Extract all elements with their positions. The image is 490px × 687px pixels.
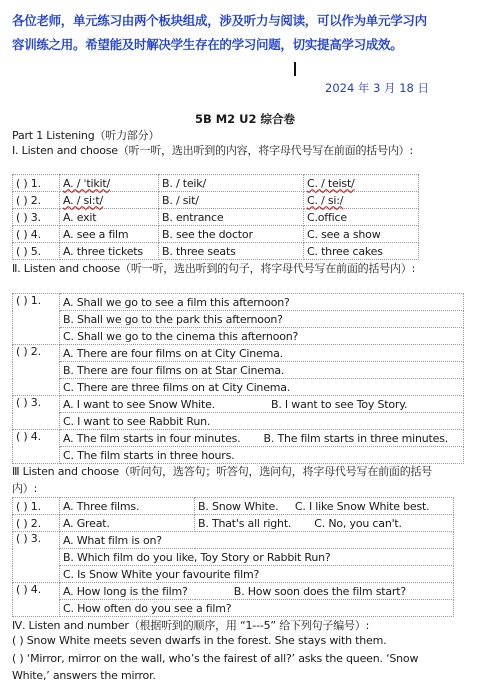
option-c: C. three cakes	[304, 243, 419, 260]
option-c: C.office	[304, 209, 419, 226]
option-line: A. I want to see Snow White. B. I want to see Toy Story.	[60, 396, 464, 413]
notice-line-2: 容训练之用。希望能及时解决学生存在的学习问题，切实提高学习成效。	[12, 37, 403, 52]
option-c: C. / si:/	[304, 192, 419, 209]
answer-blank[interactable]: ( ) 4.	[13, 430, 60, 464]
section2-table	[12, 293, 464, 464]
option-a: A. / ˈtikit/	[60, 175, 159, 192]
answer-blank[interactable]: ( ) 1.	[13, 294, 60, 345]
answer-blank[interactable]: ( ) 2.	[13, 345, 60, 396]
table-row	[13, 175, 419, 192]
option-a: A. / si:t/	[60, 192, 159, 209]
table-row	[13, 583, 454, 600]
option-line: C. Is Snow White your favourite film?	[60, 566, 454, 583]
answer-blank[interactable]: ( ) 2.	[13, 192, 60, 209]
option-b: B. three seats	[159, 243, 304, 260]
table-row	[13, 345, 464, 362]
option-c: C. / teist/	[304, 175, 419, 192]
option-line: C. There are three films on at City Cinema.	[60, 379, 464, 396]
section2-instruction: Ⅱ. Listen and choose（听一听，选出听到的句子，将字母代号写在前面的括号内）:	[12, 262, 416, 275]
section4-instruction: Ⅳ. Listen and number（根据听到的顺序，用 “1---5” 给下列句子编号）:	[12, 619, 370, 632]
answer-blank[interactable]: ( ) 3.	[13, 396, 60, 430]
table-row	[13, 447, 464, 464]
option-line: B. Which film do you like, Toy Story or Rabbit Run?	[60, 549, 454, 566]
table-row	[13, 549, 454, 566]
option-c: C. see a show	[304, 226, 419, 243]
table-row	[13, 498, 454, 515]
option-line: C. I want to see Rabbit Run.	[60, 413, 464, 430]
answer-blank[interactable]: ( ) 1.	[13, 175, 60, 192]
table-row	[13, 226, 419, 243]
table-row	[13, 243, 419, 260]
table-row	[13, 413, 464, 430]
table-row	[13, 311, 464, 328]
option-line: A. There are four films on at City Cinema.	[60, 345, 464, 362]
option-line: C. How often do you see a film?	[60, 600, 454, 617]
notice-line-1: 各位老师，单元练习由两个板块组成，涉及听力与阅读，可以作为单元学习内	[12, 13, 427, 28]
answer-blank[interactable]: ( ) 3.	[13, 209, 60, 226]
table-row	[13, 600, 454, 617]
part1-title: Part 1 Listening（听力部分）	[12, 129, 160, 142]
option-line: A. Shall we go to see a film this afternoon?	[60, 294, 464, 311]
option-a: A. see a film	[60, 226, 159, 243]
option-line: C. The film starts in three hours.	[60, 447, 464, 464]
table-row	[13, 396, 464, 413]
option-line: A. What film is on?	[60, 532, 454, 549]
option-b: B. see the doctor	[159, 226, 304, 243]
table-row	[13, 209, 419, 226]
option-line: B. That's all right. C. No, you can't.	[195, 515, 454, 532]
option-a: A. exit	[60, 209, 159, 226]
section1-table	[12, 174, 419, 260]
answer-blank[interactable]: ( ) 5.	[13, 243, 60, 260]
option-line: A. How long is the film? B. How soon does the film start?	[60, 583, 454, 600]
doc-title: 5B M2 U2 综合卷	[194, 112, 296, 126]
option-a: A. three tickets	[60, 243, 159, 260]
option-line: A. The film starts in four minutes. B. The film starts in three minutes.	[60, 430, 464, 447]
table-row	[13, 362, 464, 379]
table-row	[13, 328, 464, 345]
option-b: B. / teik/	[159, 175, 304, 192]
number-item: ( ) Snow White meets seven dwarfs in the forest. She stays with them.	[12, 634, 387, 647]
option-line: A. Great.	[60, 515, 195, 532]
date: 2024 年 3 月 18 日	[325, 81, 429, 95]
option-b: B. / sit/	[159, 192, 304, 209]
table-row	[13, 192, 419, 209]
answer-blank[interactable]: ( ) 2.	[13, 515, 60, 532]
answer-blank[interactable]: ( ) 1.	[13, 498, 60, 515]
section3-table	[12, 497, 454, 617]
text-cursor	[294, 62, 296, 76]
option-line: B. Snow White. C. I like Snow White best.	[195, 498, 454, 515]
option-line: C. Shall we go to the cinema this afternoon?	[60, 328, 464, 345]
option-line: A. Three films.	[60, 498, 195, 515]
section3-instruction: Ⅲ Listen and choose（听问句，选答句；听答句，选问句，将字母代号写在前面的括号内）:	[12, 465, 433, 495]
option-line: B. There are four films on at Star Cinema.	[60, 362, 464, 379]
table-row	[13, 294, 464, 311]
answer-blank[interactable]: ( ) 4.	[13, 226, 60, 243]
option-b: B. entrance	[159, 209, 304, 226]
table-row	[13, 532, 454, 549]
table-row	[13, 430, 464, 447]
answer-blank[interactable]: ( ) 3.	[13, 532, 60, 583]
number-item: ( ) ‘Mirror, mirror on the wall, who’s the fairest of all?’ asks the queen. ‘Snow White,’ answers the mirror.	[12, 652, 419, 682]
section1-instruction: Ⅰ. Listen and choose（听一听，选出听到的内容，将字母代号写在前面的括号内）:	[12, 144, 413, 157]
answer-blank[interactable]: ( ) 4.	[13, 583, 60, 617]
table-row	[13, 515, 454, 532]
table-row	[13, 566, 454, 583]
notice	[12, 9, 482, 57]
table-row	[13, 379, 464, 396]
option-line: B. Shall we go to the park this afternoon?	[60, 311, 464, 328]
